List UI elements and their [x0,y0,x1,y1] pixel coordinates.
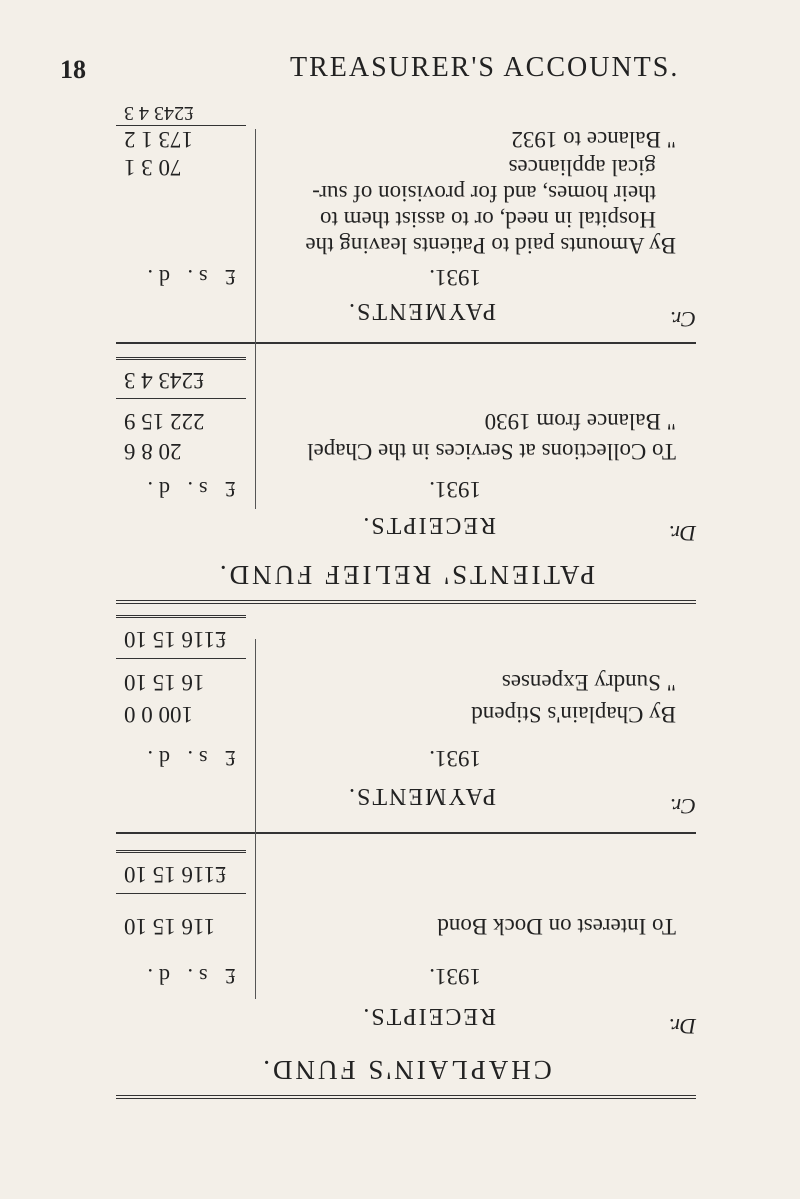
money-column-rule-1 [255,639,256,999]
chaplains-dr-sum-rule [116,893,246,894]
patients-cr-entry-0: By Amounts paid to Patients leaving the [305,233,676,258]
patients-dr-entry-1: " Balance from 1930 [484,409,676,434]
patients-cr-entry-3: gical appliances [508,155,656,180]
chaplains-dr-label: Dr. [668,1014,696,1039]
patients-cr-entry-2: their homes, and for provision of sur- [312,181,656,206]
patients-relief-fund [116,99,696,604]
chaplains-cr-label: Cr. [669,794,696,819]
patients-fund-title: PATIENTS' RELIEF FUND. [216,560,596,590]
chaplains-cr-amount-1: 16 15 10 [124,670,205,695]
patients-cr-year: 1931. [429,265,481,290]
patients-split-rule [116,342,696,344]
patients-cr-amount-4: 173 1 2 [124,127,193,152]
chaplains-cr-money-header: £ s. d. [141,746,236,771]
patients-dr-label: Dr. [668,521,696,546]
chaplains-dr-total: £116 15 10 [124,862,227,887]
chaplains-fund [116,609,696,1099]
chaplains-dr-total-rule [116,850,246,853]
patients-dr-total-rule [116,357,246,360]
chaplains-cr-entry-0: By Chaplain's Stipend [471,702,676,727]
patients-cr-money-header: £ s. d. [141,265,236,290]
patients-dr-money-header: £ s. d. [141,477,236,502]
running-head: TREASURER'S ACCOUNTS. [290,52,680,83]
patients-cr-amount-3: 70 3 1 [124,155,182,180]
patients-dr-entry-0: To Collections at Services in the Chapel [307,439,676,464]
patients-cr-total: £243 4 3 [124,102,194,124]
chaplains-cr-sum-rule [116,658,246,659]
chaplains-cr-total-rule [116,615,246,618]
patients-cr-entry-1: Hospital in need, or to assist them to [319,207,656,232]
patients-cr-entry-4: " Balance to 1932 [511,127,676,152]
top-rule [116,1095,696,1099]
chaplains-split-rule [116,832,696,834]
chaplains-cr-total: £116 15 10 [124,627,227,652]
patients-cr-heading: PAYMENTS. [347,298,496,324]
chaplains-cr-amount-0: 100 0 0 [124,702,193,727]
accounts-sheet [116,99,696,1099]
chaplains-dr-money-header: £ s. d. [141,964,236,989]
chaplains-dr-entry-0: To Interest on Dock Bond [437,914,676,939]
page-number: 18 [60,55,86,84]
money-column-rule-2 [255,129,256,509]
chaplains-dr-heading: RECEIPTS. [361,1003,496,1029]
chaplains-dr-amount-0: 116 15 10 [124,914,216,939]
patients-dr-year: 1931. [429,477,481,502]
patients-dr-amount-0: 20 8 6 [124,439,182,464]
patients-dr-sum-rule [116,398,246,399]
patients-dr-amount-1: 222 15 9 [124,409,205,434]
chaplains-cr-entry-1: " Sundry Expenses [501,670,676,695]
patients-dr-total: £243 4 3 [124,368,205,393]
middle-rule [116,600,696,604]
patients-cr-sum-rule [116,125,246,126]
chaplains-cr-heading: PAYMENTS. [347,783,496,809]
patients-cr-label: Cr. [669,307,696,332]
chaplains-cr-year: 1931. [429,746,481,771]
chaplains-dr-year: 1931. [429,964,481,989]
patients-dr-heading: RECEIPTS. [361,512,496,538]
chaplains-fund-title: CHAPLAIN'S FUND. [260,1055,552,1085]
